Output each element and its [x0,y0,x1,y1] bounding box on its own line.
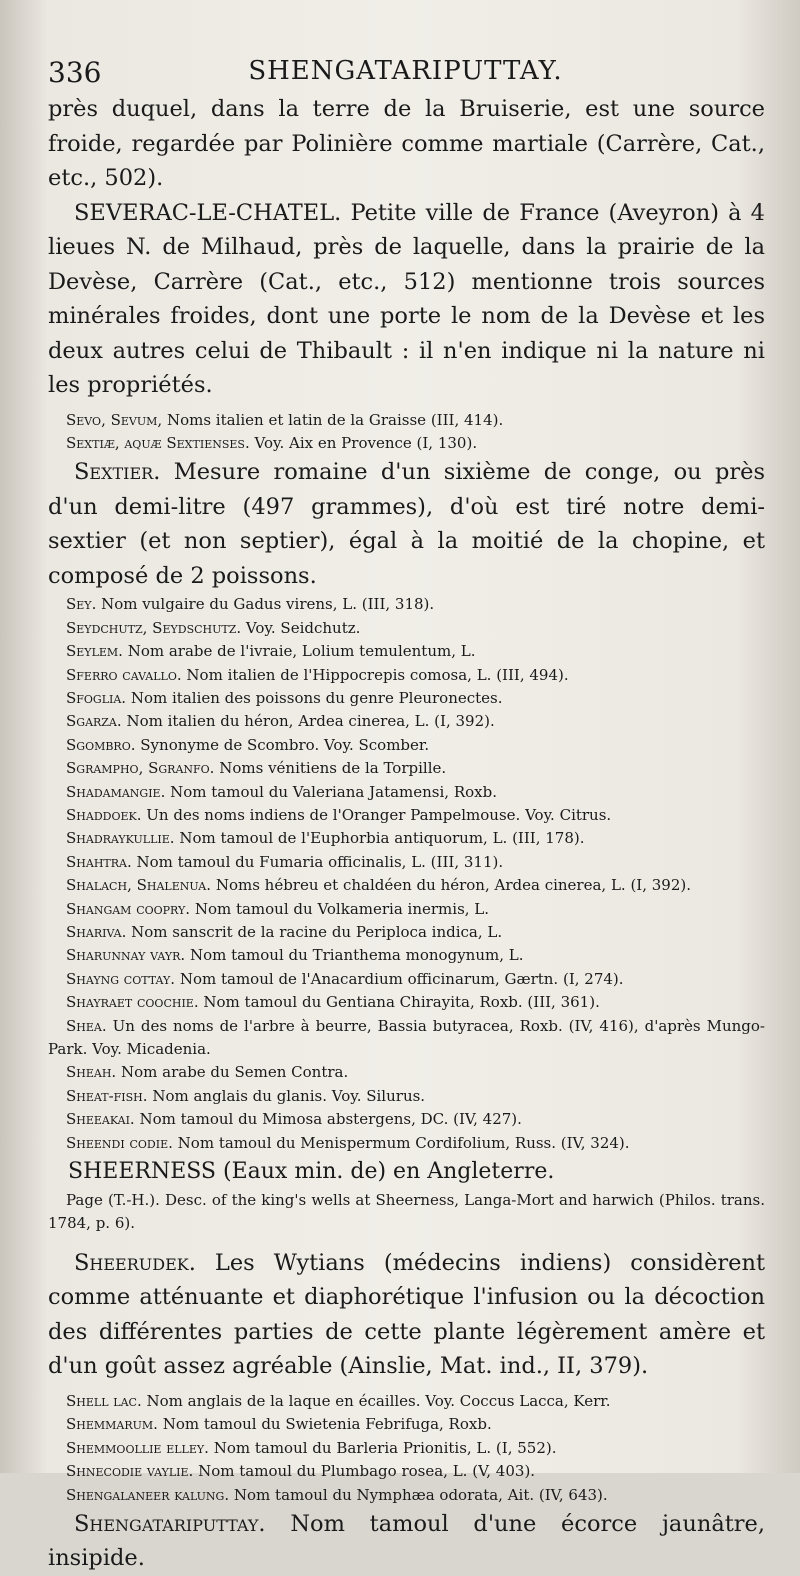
list-item [48,409,765,432]
list-item [48,1437,765,1460]
entry-text: Nom italien du héron, Ardea cinerea, L. (I, 392). [126,712,495,731]
entry-text: Noms italien et latin de la Graisse (III, 414). [166,410,504,429]
entry-headword: Shengatariputtay. [74,1510,266,1537]
list-item [48,968,765,991]
entry-text: Les Wytians (médecins indiens) considèrent comme atténuante et diaphorétique l'infusion ou la décoction des différentes parties de cette plante légèrement amère et d'un goût assez agréable (Ainslie, Mat. ind., II, 379). [48,1249,765,1380]
entry-sextier [48,455,765,593]
entry-headword: Sextier. [74,459,161,486]
entry-text: Voy. Seidchutz. [245,618,361,637]
entry-headword: Sheerudek. [74,1249,196,1276]
continued-paragraph: près duquel, dans la terre de la Bruiserie, est une source froide, regardée par Polinière comme martiale (Carrère, Cat., etc., 502). [48,96,765,191]
entry-text: Nom anglais de la laque en écailles. Voy. Coccus Lacca, Kerr. [146,1391,611,1410]
running-title: SHENGATARIPUTTAY. [248,56,563,86]
list-item [48,757,765,780]
list-item [48,781,765,804]
entry-term: Sey. [66,595,97,614]
list-item [48,432,765,455]
entry-term: Shangam coopry. [66,899,191,918]
list-item [48,687,765,710]
entry-term: Sfoglia. [66,688,127,707]
list-item [48,1085,765,1108]
list-item [48,804,765,827]
entry-term: Shengalaneer kalung. [66,1485,230,1504]
sheerness-heading: SHEERNESS (Eaux min. de) en Angleterre. [68,1159,555,1185]
entries-group-3 [48,1061,765,1155]
entry-term: Sevo, Sevum, [66,410,163,429]
entry-shengatariputtay [48,1507,765,1576]
entry-text: Un des noms indiens de l'Oranger Pampelmouse. Voy. Citrus. [146,805,612,824]
entry-text: Synonyme de Scombro. Voy. Scomber. [140,735,430,754]
entry-term: Sheah. [66,1063,117,1082]
list-item [48,898,765,921]
entry-text: Nom tamoul du Fumaria officinalis, L. (III, 311). [136,852,504,871]
entry-text: Voy. Aix en Provence (I, 130). [254,433,478,452]
entries-group-4 [48,1390,765,1507]
entry-term: Seydchutz, Seydschutz. [66,618,242,637]
entries-group-1 [48,409,765,456]
entry-text: Nom tamoul de l'Euphorbia antiquorum, L. (III, 178). [179,829,585,848]
list-item [48,827,765,850]
entry-text: Nom italien de l'Hippocrepis comosa, L. (III, 494). [186,665,569,684]
entry-term: Shadamangie. [66,782,166,801]
entry-term: Sheeakai. [66,1110,135,1129]
list-item [48,1132,765,1155]
entry-term: Sferro cavallo. [66,665,182,684]
list-item [48,617,765,640]
entry-text: Un des noms de l'arbre à beurre, Bassia butyracea, Roxb. (IV, 416), d'après Mungo-Park. Voy. Micadenia. [48,1016,765,1059]
entry-term: Shnecodie vaylie. [66,1462,194,1481]
entry-term: Shea. [66,1016,107,1035]
entry-text: Nom tamoul du Mimosa abstergens, DC. (IV, 427). [139,1110,522,1129]
entry-term: Shayng cottay. [66,969,176,988]
entry-text: Nom vulgaire du Gadus virens, L. (III, 318). [101,595,435,614]
entry-term: Shariva. [66,923,127,941]
entry-term: Seylem. [66,642,123,661]
entry-text: Nom tamoul de l'Anacardium officinarum, Gærtn. (I, 274). [179,969,624,988]
entry-term: Sgarza. [66,712,122,731]
page-content [48,92,765,1576]
entry-text: Petite ville de France (Aveyron) à 4 lieues N. de Milhaud, près de laquelle, dans la prairie de la Devèse, Carrère (Cat., etc., 512) mentionne trois sources minérales froides, dont une porte le nom de la Devèse et les deux autres celui de Thibault : il n'en indique ni la nature ni les propriétés. [48,199,765,398]
entry-text: Nom italien des poissons du genre Pleuronectes. [130,688,503,707]
list-item [48,921,765,944]
entry-term: Shaddoek. [66,805,142,824]
list-item [48,1108,765,1131]
entry-text: Nom tamoul d'une écorce jaunâtre, insipide. [48,1510,765,1572]
list-item [48,1390,765,1413]
list-item [48,593,765,616]
entry-term: Shalach, Shalenua. [66,876,212,895]
entry-text: Nom tamoul du Nymphæa odorata, Ait. (IV, 643). [233,1485,608,1504]
entries-group-2 [48,593,765,1014]
entry-severac [48,196,765,403]
entry-text: Nom arabe de l'ivraie, Lolium temulentum, L. [127,642,476,661]
entry-term: Sharunnay vayr. [66,946,186,965]
list-item [48,991,765,1014]
entry-text: Nom arabe du Semen Contra. [120,1063,349,1082]
entry-term: Sextiæ, aquæ Sextienses. [66,433,250,452]
entry-headword: SEVERAC-LE-CHATEL. [74,199,342,226]
entry-text: Nom tamoul du Valeriana Jatamensi, Roxb. [170,782,497,801]
list-item [48,734,765,757]
list-item [48,851,765,874]
list-item [48,710,765,733]
entry-term: Sgrampho, Sgranfo. [66,759,215,778]
list-item [48,664,765,687]
entry-text: Mesure romaine d'un sixième de conge, ou près d'un demi-litre (497 grammes), d'où est tiré notre demi-sextier (et non septier), égal à la moitié de la chopine, et composé de 2 poissons. [48,459,766,589]
list-item [48,1061,765,1084]
entry-text: Nom tamoul du Swietenia Febrifuga, Roxb. [162,1415,492,1434]
entry-text: Nom tamoul du Trianthema monogynum, L. [189,946,524,965]
entry-term: Shahtra. [66,852,132,871]
list-item [48,874,765,897]
entry-text: Nom tamoul du Volkameria inermis, L. [194,899,490,918]
entry-text: Noms vénitiens de la Torpille. [219,759,447,778]
list-item [48,1413,765,1436]
entry-term: Shell lac. [66,1391,142,1410]
entry-term: Shemmoollie elley. [66,1438,209,1457]
entry-text: Nom tamoul du Menispermum Cordifolium, Russ. (IV, 324). [177,1133,630,1152]
page-number: 336 [48,56,102,89]
entry-term: Shemmarum. [66,1415,158,1434]
entry-term: Sheat-fish. [66,1086,148,1105]
entry-text: Nom anglais du glanis. Voy. Silurus. [152,1086,426,1105]
list-item [48,944,765,967]
list-item [48,640,765,663]
entry-term: Shayraet coochie. [66,993,199,1012]
entry-text: Noms hébreu et chaldéen du héron, Ardea cinerea, L. (I, 392). [215,876,692,895]
entry-text: Nom tamoul du Plumbago rosea, L. (V, 403). [198,1462,536,1481]
entry-text: Nom sanscrit de la racine du Periploca indica, L. [131,923,503,941]
page-header [48,56,763,96]
entry-term: Shadraykullie. [66,829,175,848]
sheerness-reference: Page (T.-H.). Desc. of the king's wells at Sheerness, Langa-Mort and harwich (Philos. trans. 1784, p. 6). [48,1191,765,1233]
entry-shea [48,1015,765,1062]
list-item [48,1460,765,1483]
entry-term: Sheendi codie. [66,1133,173,1152]
entry-sheerudek [48,1246,765,1384]
entry-text: Nom tamoul du Barleria Prionitis, L. (I, 552). [213,1438,557,1457]
entry-text: Nom tamoul du Gentiana Chirayita, Roxb. (III, 361). [203,993,600,1012]
entry-term: Sgombro. [66,735,136,754]
list-item [48,1484,765,1507]
